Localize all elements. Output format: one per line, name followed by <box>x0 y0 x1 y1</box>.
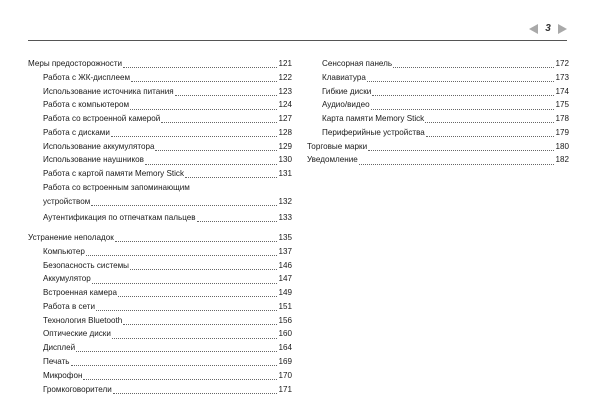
dot-leader <box>145 155 278 165</box>
dot-leader <box>118 287 277 297</box>
toc-item-title: Технология Bluetooth <box>43 315 123 325</box>
toc-page-number: 175 <box>555 100 569 110</box>
toc-item-title: Использование наушников <box>43 155 144 165</box>
dot-leader <box>113 384 278 394</box>
toc-item[interactable] <box>28 141 292 152</box>
toc-section-title: Устранение неполадок <box>28 232 114 242</box>
toc-right-column <box>307 58 569 168</box>
toc-page-number: 171 <box>278 384 292 394</box>
toc-item-title: Использование источника питания <box>43 86 174 96</box>
toc-item-title: Микрофон <box>43 370 83 380</box>
toc-item-title: Печать <box>43 356 70 366</box>
toc-item[interactable] <box>28 72 292 83</box>
toc-item[interactable] <box>307 58 569 69</box>
toc-page-number: 124 <box>278 100 292 110</box>
toc-page-number: 149 <box>278 288 292 298</box>
toc-item[interactable] <box>28 99 292 110</box>
toc-item-title: Встроенная камера <box>43 288 118 298</box>
toc-page-number: 179 <box>555 127 569 137</box>
dot-leader <box>425 113 554 123</box>
toc-item-title: Использование аккумулятора <box>43 141 155 151</box>
toc-page-number: 121 <box>278 58 292 68</box>
dot-leader <box>185 168 277 178</box>
toc-item-title: Работа с картой памяти Memory Stick <box>43 169 185 179</box>
toc-item-title: Периферийные устройства <box>322 127 425 137</box>
toc-section[interactable] <box>307 154 569 165</box>
toc-page-number: 147 <box>278 274 292 284</box>
dot-leader <box>130 260 277 270</box>
toc-page-number: 173 <box>555 72 569 82</box>
toc-item-title: Аудио/видео <box>322 100 370 110</box>
toc-item-title: Компьютер <box>43 246 85 256</box>
toc-page-number: 137 <box>278 246 292 256</box>
dot-leader <box>368 141 554 151</box>
toc-item[interactable] <box>28 301 292 312</box>
toc-item-title: Работа в сети <box>43 301 96 311</box>
toc-page-number: 133 <box>278 213 292 223</box>
toc-item[interactable] <box>28 260 292 271</box>
toc-page-number: 169 <box>278 356 292 366</box>
toc-item[interactable] <box>28 113 292 124</box>
toc-item-title: Работа с ЖК-дисплеем <box>43 72 131 82</box>
toc-item[interactable] <box>28 315 292 326</box>
dot-leader <box>71 356 278 366</box>
toc-page-number: 170 <box>278 370 292 380</box>
toc-item[interactable] <box>307 86 569 97</box>
triangle-left-icon[interactable] <box>529 24 538 34</box>
toc-page-number: 128 <box>278 127 292 137</box>
toc-item[interactable] <box>28 182 292 207</box>
toc-item[interactable] <box>28 273 292 284</box>
toc-item-title: Дисплей <box>43 343 76 353</box>
toc-item-title: Клавиатура <box>322 72 366 82</box>
toc-item-title: Работа с дисками <box>43 127 110 137</box>
toc-section-title: Меры предосторожности <box>28 58 123 68</box>
toc-page-number: 178 <box>555 114 569 124</box>
toc-page-number: 123 <box>278 86 292 96</box>
toc-item-title: Оптические диски <box>43 329 111 339</box>
dot-leader <box>155 141 277 151</box>
dot-leader <box>83 370 277 380</box>
toc-item[interactable] <box>28 370 292 381</box>
toc-page-number: 174 <box>555 86 569 96</box>
toc-item-title: Карта памяти Memory Stick <box>322 114 425 124</box>
toc-page-number: 151 <box>278 301 292 311</box>
toc-section[interactable] <box>28 58 292 69</box>
toc-item[interactable] <box>307 127 569 138</box>
dot-leader <box>123 315 277 325</box>
dot-leader <box>131 72 277 82</box>
dot-leader <box>371 100 555 110</box>
toc-section-title: Торговые марки <box>307 141 368 151</box>
toc-page-number: 172 <box>555 58 569 68</box>
dot-leader <box>161 113 277 123</box>
toc-item[interactable] <box>28 287 292 298</box>
page-header <box>0 0 595 40</box>
toc-page-number: 135 <box>278 232 292 242</box>
toc-item[interactable] <box>28 127 292 138</box>
toc-item[interactable] <box>28 342 292 353</box>
toc-item-title-continued: устройством <box>43 196 91 206</box>
dot-leader <box>115 232 278 242</box>
toc-item-title: Гибкие диски <box>322 86 372 96</box>
toc-item-title: Работа со встроенной камерой <box>43 114 161 124</box>
dot-leader <box>367 72 555 82</box>
toc-item[interactable] <box>28 356 292 367</box>
header-divider <box>28 40 567 41</box>
toc-page-number: 127 <box>278 114 292 124</box>
toc-page-number: 180 <box>555 141 569 151</box>
toc-item[interactable] <box>28 246 292 257</box>
toc-item-title: Безопасность системы <box>43 260 129 270</box>
dot-leader <box>86 246 278 256</box>
dot-leader <box>359 155 555 165</box>
dot-leader <box>393 58 554 68</box>
dot-leader <box>123 58 277 68</box>
dot-leader <box>91 196 277 206</box>
dot-leader <box>426 127 555 137</box>
toc-page-number: 160 <box>278 329 292 339</box>
toc-item[interactable] <box>307 99 569 110</box>
toc-left-column <box>28 58 292 397</box>
toc-item-title: Сенсорная панель <box>322 58 393 68</box>
toc-section[interactable] <box>28 232 292 243</box>
toc-item-title: Громкоговорители <box>43 384 112 394</box>
toc-section[interactable] <box>307 141 569 152</box>
dot-leader <box>372 86 554 96</box>
dot-leader <box>111 127 278 137</box>
dot-leader <box>175 86 278 96</box>
toc-item-title: Работа с компьютером <box>43 100 130 110</box>
dot-leader <box>92 274 278 284</box>
toc-item[interactable] <box>28 168 292 179</box>
toc-item[interactable] <box>28 212 292 223</box>
toc-page-number: 182 <box>555 155 569 165</box>
triangle-right-icon[interactable] <box>558 24 567 34</box>
toc-item[interactable] <box>28 86 292 97</box>
toc-item-title: Аутентификация по отпечаткам пальцев <box>43 213 196 223</box>
toc-item[interactable] <box>307 113 569 124</box>
toc-page-number: 146 <box>278 260 292 270</box>
toc-item-title: Работа со встроенным запоминающим <box>43 183 190 193</box>
toc-page-number: 130 <box>278 155 292 165</box>
dot-leader <box>76 342 277 352</box>
toc-item[interactable] <box>307 72 569 83</box>
toc-page-number: 122 <box>278 72 292 82</box>
toc-page-number: 129 <box>278 141 292 151</box>
toc-page-number: 156 <box>278 315 292 325</box>
page-navigation <box>529 23 567 34</box>
toc-item[interactable] <box>28 328 292 339</box>
toc-section-title: Уведомление <box>307 155 358 165</box>
dot-leader <box>112 329 278 339</box>
dot-leader <box>197 212 278 222</box>
toc-page-number: 164 <box>278 343 292 353</box>
dot-leader <box>130 100 277 110</box>
toc-item[interactable] <box>28 154 292 165</box>
page-number: 3 <box>545 23 551 34</box>
dot-leader <box>96 301 277 311</box>
toc-item[interactable] <box>28 384 292 395</box>
toc-page-number: 131 <box>278 169 292 179</box>
toc-page-number: 132 <box>278 196 292 206</box>
toc-item-title: Аккумулятор <box>43 274 91 284</box>
